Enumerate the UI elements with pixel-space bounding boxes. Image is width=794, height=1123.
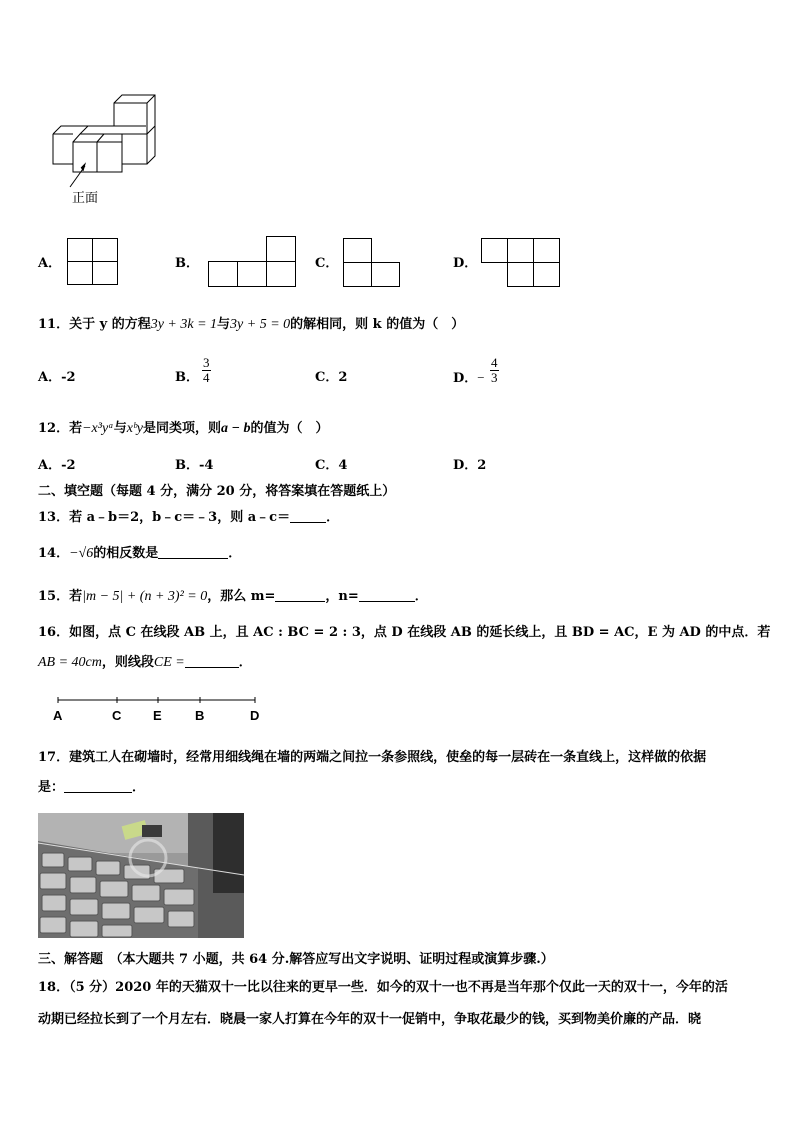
q11-option-b-fraction: $\frac{3}{4}$ (203, 355, 210, 385)
q11-stem: 11．关于 y 的方程3y + 3k = 1与3y + 5 = 0的解相同，则 k 的值为（ ） (38, 317, 465, 332)
q18-line1: 18．（5 分）2020 年的天猫双十一比以往来的更早一些．如今的双十一也不再是当年那个仅此一天的双十一，今年的活 (38, 980, 728, 995)
cube-solid-figure (48, 92, 160, 192)
q10-option-c-figure (343, 238, 403, 288)
q11-option-a: A．-2 (38, 370, 76, 385)
q11-option-d-fraction: $\frac{4}{3}$ (491, 355, 498, 385)
q10-option-a-label: A． (38, 256, 62, 271)
q10-option-b-figure (208, 236, 298, 288)
point-label-a: A (53, 708, 63, 723)
q17-line2: 是： ． (38, 780, 146, 795)
q12-option-a: A．-2 (38, 458, 76, 473)
point-label-b: B (195, 708, 205, 723)
q12-option-b: B．-4 (175, 458, 214, 473)
q11-option-b-label: B． (175, 370, 199, 385)
q12-stem: 12．若−x³yᵃ与xᵇy是同类项，则a − b的值为（ ） (38, 421, 329, 436)
point-label-d: D (250, 708, 260, 723)
q11-option-d-label: D．− (453, 370, 485, 386)
section-3-heading: 三、解答题 （本大题共 7 小题，共 64 分.解答应写出文字说明、证明过程或演算步骤.） (38, 952, 554, 967)
q16-line1: 16．如图，点 C 在线段 AB 上，且 AC : BC = 2 : 3，点 D 在线段 AB 的延长线上，且 BD = AC，E 为 AD 的中点．若 (38, 625, 771, 640)
q13: 13．若 a﹣b＝2，b﹣c＝﹣3，则 a﹣c＝ ． (38, 510, 340, 525)
bricklaying-photo (38, 813, 244, 938)
q16-line2: AB = 40cm，则线段CE = ． (38, 655, 252, 670)
point-label-c: C (112, 708, 122, 723)
q18-line2: 动期已经拉长到了一个月左右．晓晨一家人打算在今年的双十一促销中，争取花最少的钱，买到物美价廉的产品．晓 (38, 1012, 702, 1027)
q17-line1: 17．建筑工人在砌墙时，经常用细线绳在墙的两端之间拉一条参照线，使垒的每一层砖在一条直线上，这样做的依据 (38, 750, 707, 765)
q10-option-b-label: B． (175, 256, 199, 271)
q12-option-d: D．2 (453, 458, 487, 473)
section-2-heading: 二、填空题（每题 4 分，满分 20 分，将答案填在答题纸上） (38, 484, 396, 499)
q10-option-d-label: D． (453, 256, 478, 271)
q15: 15．若|m − 5| + (n + 3)² = 0，那么 m= ，n= ． (38, 589, 428, 604)
q10-option-a-figure (67, 238, 120, 286)
q10-option-c-label: C． (315, 256, 339, 271)
q12-option-c: C．4 (315, 458, 348, 473)
q10-option-d-figure (481, 238, 563, 288)
point-label-e: E (153, 708, 162, 723)
q14: 14．−√6的相反数是 ． (38, 546, 242, 561)
q11-option-c: C．2 (315, 370, 348, 385)
front-view-label: 正面 (72, 190, 99, 205)
